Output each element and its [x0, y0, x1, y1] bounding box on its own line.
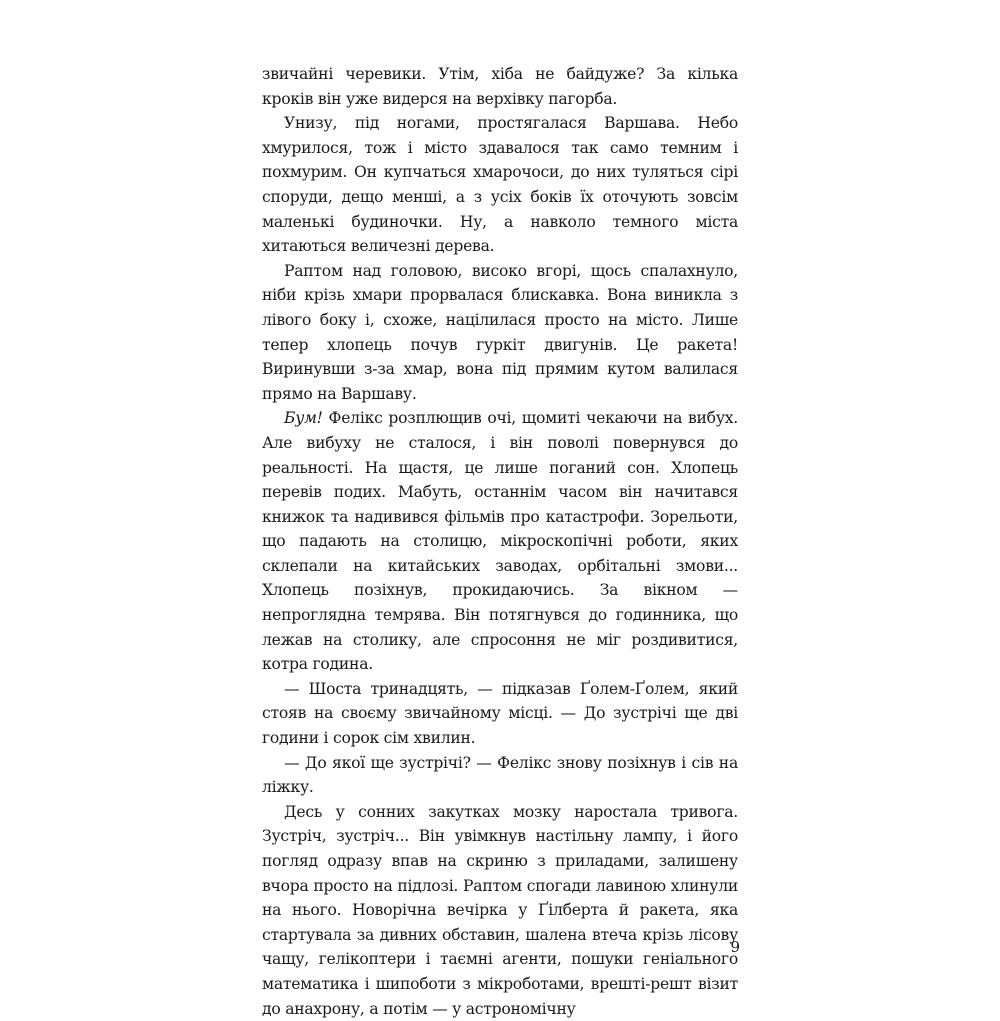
paragraph-1 — [262, 62, 738, 111]
paragraph-6-text: — До якої ще зустрічі? — Фелікс знову позіхнув і сів на ліжку. — [262, 753, 738, 797]
page-body — [262, 62, 738, 1018]
paragraph-7 — [262, 800, 738, 1021]
page-number: 9 — [730, 938, 740, 956]
paragraph-4-italic-lead: Бум! — [284, 409, 323, 428]
paragraph-3-text: Раптом над головою, високо вгорі, щось спалахнуло, ніби крізь хмари прорвалася блискавка. Вона виникла з лівого боку і, схоже, націлилася просто на місто. Лише тепер хлопець почув гуркіт двигунів. Це ракета! Виринувши з-за хмар, вона під прямим кутом валилася прямо на Варшаву. — [262, 261, 738, 403]
paragraph-6 — [262, 751, 738, 800]
paragraph-4 — [262, 406, 738, 677]
paragraph-2 — [262, 111, 738, 259]
paragraph-1-text: звичайні черевики. Утім, хіба не байдуже? За кілька кроків він уже видерся на верхівку пагорба. — [262, 65, 738, 108]
paragraph-3 — [262, 259, 738, 407]
paragraph-7-text: Десь у сонних закутках мозку наростала тривога. Зустріч, зустріч... Він увімкнув настільну лампу, і його погляд одразу впав на скриню з приладами, залишену вчора просто на підлозі. Раптом спогади лавиною хлинули на нього. Новорічна вечірка у Ґілберта й ракета, яка стартувала за дивних обставин, шалена втеча крізь лісову чащу, гелікоптери і таємні агенти, пошуки геніального математика і шипоботи з мікроботами, врешті-решт візит до анахрону, а потім — у астрономічну — [262, 802, 738, 1018]
paragraph-4-text: Фелікс розплющив очі, щомиті чекаючи на вибух. Але вибуху не сталося, і він поволі повернувся до реальності. На щастя, це лише поганий сон. Хлопець перевів подих. Мабуть, останнім часом він начитався книжок та надивився фільмів про катастрофи. Зорельоти, що падають на столицю, мікроскопічні роботи, яких склепали на китайських заводах, орбітальні змови... Хлопець позіхнув, прокидаючись. За вікном — непроглядна темрява. Він потягнувся до годинника, що лежав на столику, але спросоння не міг роздивитися, котра година. — [262, 409, 738, 674]
paragraph-2-text: Унизу, під ногами, простягалася Варшава. Небо хмурилося, тож і місто здавалося так само темним і похмурим. Он купчаться хмарочоси, до них туляться сірі споруди, дещо менші, а з усіх боків їх оточують зовсім маленькі будиночки. Ну, а навколо темного міста хитаються величезні дерева. — [262, 114, 738, 256]
paragraph-5 — [262, 677, 738, 751]
paragraph-5-text: — Шоста тринадцять, — підказав Ґолем-Ґолем, який стояв на своєму звичайному місці. — До зустрічі ще дві години і сорок сім хвилин. — [262, 679, 738, 748]
